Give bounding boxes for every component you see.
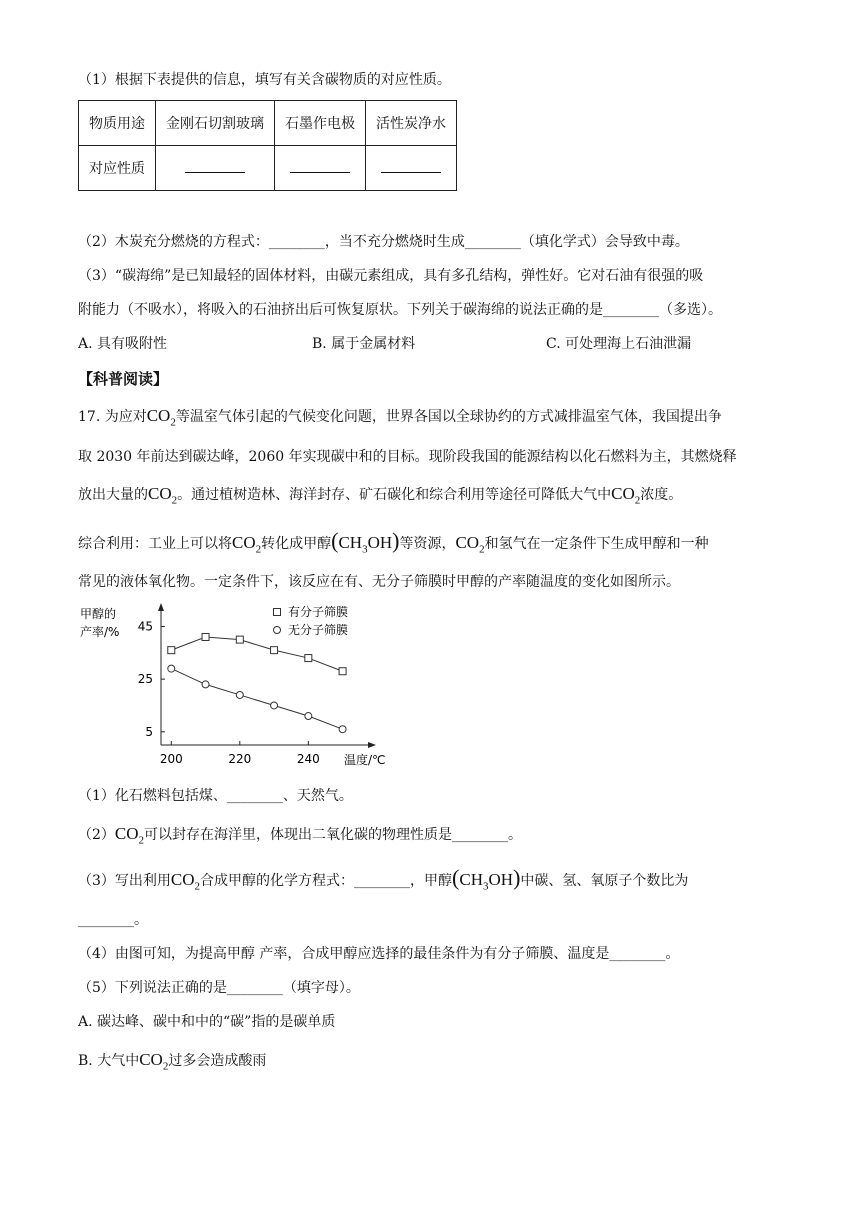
q16-part2: （2）木炭充分燃烧的方程式：________，当不充分燃烧时生成________（填化学式）会导致中毒。 — [78, 234, 689, 250]
series-line — [171, 669, 342, 730]
chart-marks — [137, 619, 349, 766]
x-tick-label: 220 — [228, 752, 252, 766]
text-span: 过多会造成酸雨 — [168, 1053, 267, 1069]
y-tick-label: 25 — [137, 672, 153, 687]
formula-co2: $CO_2$ — [146, 406, 176, 429]
x-tick-label: 240 — [296, 752, 320, 766]
text-span: （3）写出利用 — [78, 873, 171, 889]
text-span: 17. 为应对 — [78, 409, 147, 425]
data-point-circle — [202, 681, 209, 688]
option-a: A. 具有吸附性 — [78, 336, 168, 352]
table-cell: 物质用途 — [79, 101, 156, 146]
data-point-circle — [274, 627, 281, 634]
x-axis-label: 温度/℃ — [344, 753, 386, 767]
formula-text: CO — [114, 824, 139, 843]
option-b — [78, 1050, 266, 1076]
q17-line4 — [78, 528, 709, 559]
text-span: 可以封存在海洋里，体现出二氧化碳的物理性质是________。 — [144, 827, 523, 843]
text-span: 综合利用：工业上可以将 — [78, 536, 232, 552]
y-tick-label: 45 — [137, 619, 153, 634]
formula-text: CO — [611, 484, 635, 503]
text-span: 等资源， — [399, 536, 456, 552]
q16-part3-line2: 附能力（不吸水），将吸入的石油挤出后可恢复原状。下列关于碳海绵的说法正确的是________（多选）。 — [78, 302, 722, 318]
carbon-property-table — [78, 100, 457, 191]
q17-sub4: （4）由图可知，为提高甲醇 产率，合成甲醇应选择的最佳条件为有分子筛膜、温度是________。 — [78, 946, 680, 962]
text-span: 和氢气在一定条件下生成甲醇和一种 — [484, 536, 709, 552]
y-axis-label-line1: 甲醇的 — [80, 607, 117, 621]
text-span: （2） — [78, 827, 115, 843]
x-axis-arrow — [368, 742, 376, 748]
q16-part3-line1: （3）“碳海绵”是已知最轻的固体材料，由碳元素组成，具有多孔结构，弹性好。它对石油有很强的吸 — [78, 268, 704, 284]
data-point-circle — [339, 726, 346, 733]
option-b: B. 属于金属材料 — [312, 336, 416, 352]
answer-blank[interactable] — [275, 146, 366, 191]
y-axis-label-line2: 产率/% — [80, 625, 120, 639]
formula-text: CO — [170, 870, 195, 889]
answer-blank[interactable] — [366, 146, 457, 191]
x-tick-label: 200 — [159, 752, 183, 766]
data-point-square — [271, 647, 278, 654]
q17-line2: 取 2030 年前达到碳达峰，2060 年实现碳中和的目标。现阶段我国的能源结构以化石燃料为主，其燃烧释 — [78, 449, 737, 465]
data-point-square — [305, 655, 312, 662]
methanol-yield-chart — [78, 600, 408, 775]
q17-line1 — [78, 406, 722, 432]
q17-sub2 — [78, 824, 522, 850]
formula-text: CO — [455, 533, 480, 552]
legend-entry: 无分子筛膜 — [288, 623, 349, 637]
section-title: 【科普阅读】 — [78, 370, 169, 388]
legend-entry: 有分子筛膜 — [288, 605, 349, 619]
option-a: A. 碳达峰、碳中和中的“碳”指的是碳单质 — [78, 1014, 336, 1030]
q17-sub3-cont: ________。 — [78, 912, 148, 928]
table-cell: 活性炭净水 — [366, 101, 457, 146]
data-point-square — [236, 636, 243, 643]
formula-co2: $CO_2$ — [148, 484, 178, 507]
table-cell: 石墨作电极 — [275, 101, 366, 146]
q17-sub5: （5）下列说法正确的是________（填字母）。 — [78, 980, 360, 996]
q17-sub1: （1）化石燃料包括煤、________、天然气。 — [78, 788, 353, 804]
data-point-circle — [236, 691, 243, 698]
data-point-square — [168, 647, 175, 654]
data-point-circle — [168, 665, 175, 672]
data-point-square — [274, 609, 281, 616]
formula-co2: $CO_2$ — [232, 533, 262, 556]
formula-text: CO — [146, 406, 171, 425]
formula-co2: $CO_2$ — [170, 870, 201, 893]
text-span: 。通过植树造林、海洋封存、矿石碳化和综合利用等途径可降低大气中 — [177, 487, 612, 503]
table-row — [79, 146, 457, 191]
text-span: 等温室气体引起的气候变化问题，世界各国以全球协约的方式减排温室气体，我国提出争 — [175, 409, 722, 425]
data-point-circle — [305, 713, 312, 720]
formula-co2: $CO_2$ — [611, 484, 641, 507]
formula-text: CO — [148, 484, 172, 503]
q17-sub3 — [78, 865, 689, 896]
formula-text: CO — [139, 1050, 163, 1069]
text-span: 转化成甲醇 — [261, 536, 332, 552]
data-point-square — [339, 668, 346, 675]
text-span: B. 大气中 — [78, 1053, 140, 1069]
y-tick-label: 5 — [145, 724, 153, 739]
q17-line3 — [78, 484, 682, 510]
y-axis-arrow — [158, 603, 164, 611]
table-cell: 金刚石切割玻璃 — [156, 101, 275, 146]
chart-legend — [274, 604, 349, 637]
formula-co2: $CO_2$ — [139, 1050, 169, 1073]
formula-ch3oh: $(CH_3OH)$ — [331, 528, 400, 556]
text-span: 中碳、氢、氧原子个数比为 — [520, 873, 689, 889]
text-span: 合成甲醇的化学方程式：________，甲醇 — [200, 873, 453, 889]
data-point-square — [202, 633, 209, 640]
text-span: 浓度。 — [640, 487, 683, 503]
q17-line5: 常见的液体氧化物。一定条件下，该反应在有、无分子筛膜时甲醇的产率随温度的变化如图所示。 — [78, 574, 680, 590]
formula-ch3oh: $(CH_3OH)$ — [452, 865, 521, 893]
formula-co2: $CO_2$ — [455, 533, 485, 556]
formula-co2: $CO_2$ — [114, 824, 145, 847]
series-line — [171, 637, 342, 671]
text-span: 放出大量的 — [78, 487, 148, 503]
option-c: C. 可处理海上石油泄漏 — [546, 336, 692, 352]
table-row — [79, 101, 457, 146]
table-cell: 对应性质 — [79, 146, 156, 191]
formula-text: CO — [232, 533, 256, 552]
data-point-circle — [271, 702, 278, 709]
answer-blank[interactable] — [156, 146, 275, 191]
q16-part1: （1）根据下表提供的信息，填写有关含碳物质的对应性质。 — [78, 72, 451, 88]
